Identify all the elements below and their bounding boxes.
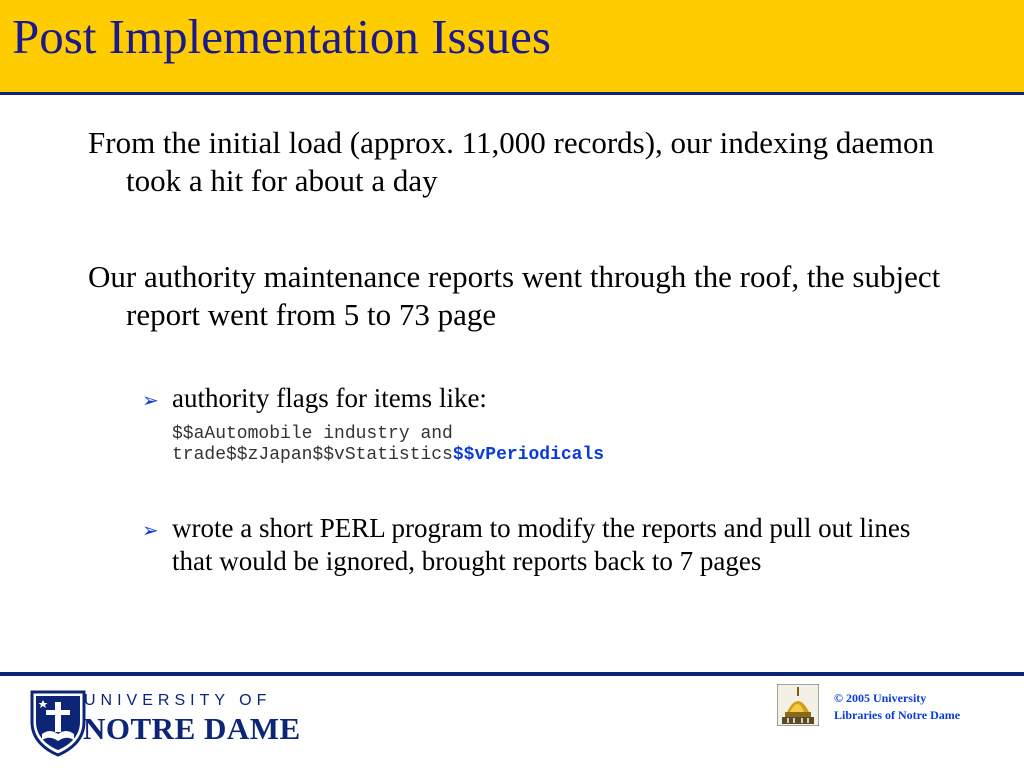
bullet-perl-program	[142, 512, 922, 578]
header-rule	[0, 92, 1024, 95]
code-line: $$aAutomobile industry and	[172, 424, 453, 444]
code-emphasis: $$vPeriodicals	[452, 445, 605, 465]
paragraph-initial-load: From the initial load (approx. 11,000 records), our indexing daemon took a hit for about a day	[88, 125, 934, 198]
slide-title: Post Implementation Issues	[12, 9, 551, 64]
university-name-text: NOTRE DAME	[83, 711, 301, 746]
paragraph-authority-reports: Our authority maintenance reports went through the roof, the subject report went from 5 to 73 page	[88, 259, 941, 332]
university-of-text: UNIVERSITY OF	[84, 692, 272, 709]
notre-dame-shield-icon	[28, 688, 88, 758]
golden-dome-icon	[777, 684, 819, 726]
copyright-line: © 2005 University	[834, 691, 927, 705]
copyright-line: Libraries of Notre Dame	[834, 708, 961, 722]
bullet-text: wrote a short PERL program to modify the reports and pull out lines that would be ignored, brought reports back to 7 pages	[172, 513, 911, 576]
copyright-notice	[834, 690, 960, 724]
code-plain: trade$$zJapan$$vStatistics	[172, 445, 453, 465]
marc-example-code	[172, 424, 872, 466]
bullet-text: authority flags for items like:	[172, 383, 487, 413]
code-line	[172, 445, 872, 466]
arrow-bullet-icon: ➢	[142, 518, 159, 542]
footer-rule	[0, 672, 1024, 676]
bullet-authority-flags	[142, 382, 922, 415]
arrow-bullet-icon: ➢	[142, 388, 159, 412]
title-bar	[0, 0, 1024, 92]
